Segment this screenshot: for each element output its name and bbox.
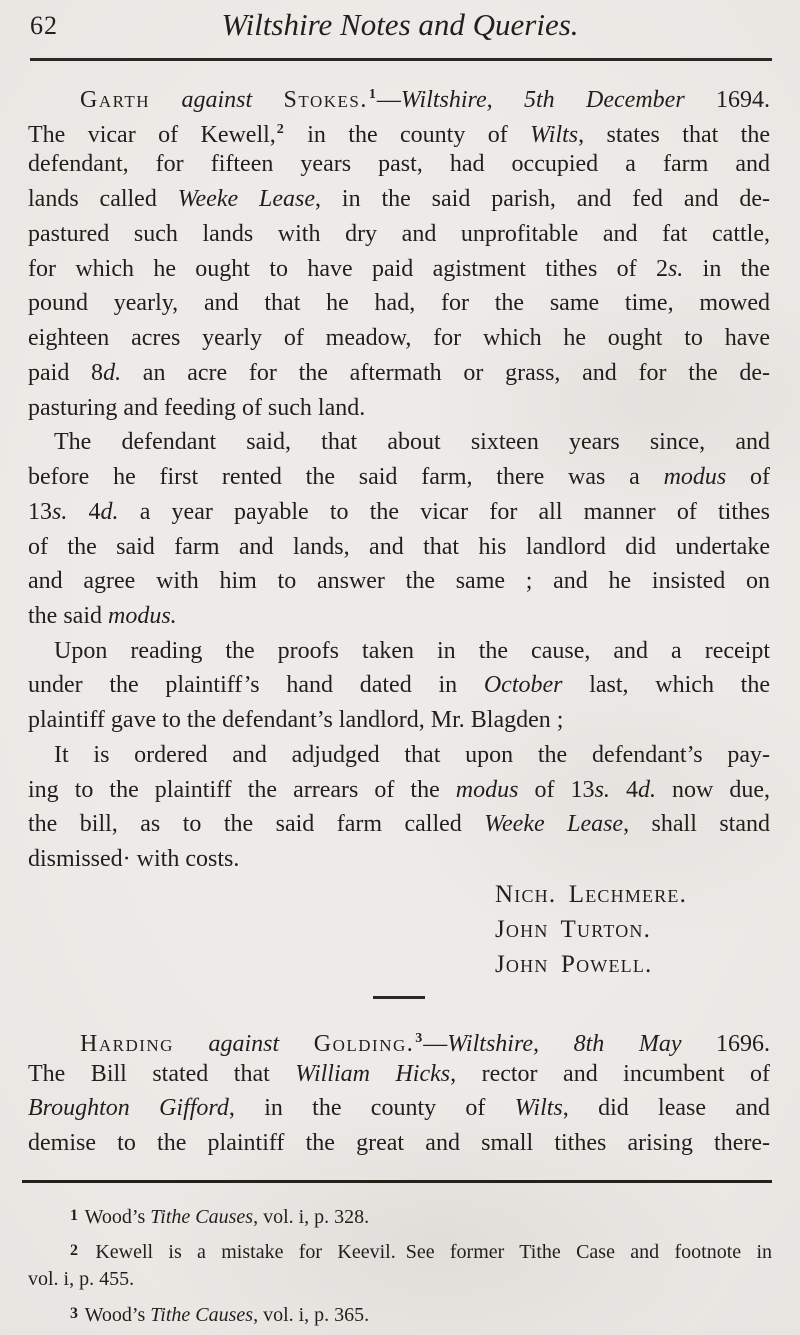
text-segment: dismissed· with costs. [28, 846, 240, 873]
text-line [28, 217, 770, 252]
text-segment: — [423, 1030, 448, 1057]
text-segment [174, 1031, 209, 1057]
text-line [28, 1126, 770, 1161]
text-segment: an acre for the aftermath or grass, and for the de- [121, 359, 770, 386]
footnote-marker: 3 [415, 1030, 423, 1046]
text-line [28, 321, 770, 356]
text-line [28, 495, 770, 530]
footnote-marker: 3 [70, 1305, 78, 1322]
text-line [28, 286, 770, 321]
text-segment: Stokes. [283, 87, 368, 113]
text-segment: Wood’s [80, 1206, 151, 1228]
text-line [28, 252, 770, 287]
text-segment [493, 87, 524, 113]
text-segment [252, 87, 283, 113]
text-line [28, 356, 770, 391]
footnote-marker: 1 [368, 87, 376, 102]
text-segment: before he first rented the said farm, there was a [28, 464, 664, 491]
text-segment: — [376, 87, 401, 113]
text-segment: 1694. [684, 87, 771, 113]
text-segment: demise to the plaintiff the great and small tithes arising there- [28, 1130, 770, 1157]
text-line [28, 703, 770, 738]
text-line [28, 113, 770, 148]
text-segment: , rector and incumbent of [450, 1060, 770, 1087]
text-segment: , vol. i, p. 328. [253, 1206, 370, 1228]
text-line [28, 564, 770, 599]
text-segment: The defendant said, that about sixteen years since, and [54, 429, 770, 456]
text-line [28, 1091, 770, 1126]
signature-line: Nich. Lechmere. [495, 880, 688, 908]
text-line [28, 1057, 770, 1092]
text-segment: Wood’s [80, 1304, 151, 1326]
page-number: 62 [30, 11, 58, 40]
text-line [28, 78, 770, 113]
text-segment: Broughton Gifford [28, 1095, 229, 1122]
text-segment: eighteen acres yearly of meadow, for which he ought to have [28, 325, 770, 352]
text-segment: Harding [80, 1030, 174, 1057]
section-divider [373, 996, 425, 999]
text-segment: pastured such lands with dry and unprofitable and fat cattle, [28, 220, 770, 247]
text-line [28, 634, 770, 669]
text-segment [539, 1031, 574, 1057]
text-segment: s. [52, 498, 68, 525]
text-segment: modus. [107, 603, 177, 630]
text-segment: in the [683, 255, 770, 282]
text-segment: Weeke Lease [177, 186, 316, 213]
header-rule [30, 58, 772, 61]
text-segment: defendant, for fifteen years past, had occupied a farm and [28, 151, 770, 178]
text-segment: 8th May [573, 1030, 682, 1057]
text-segment: October [483, 672, 563, 699]
text-segment [279, 1031, 314, 1057]
text-segment: lands called [28, 186, 178, 213]
text-segment: a year payable to the vicar for all manner of tithes [118, 498, 771, 525]
footnotes [28, 1202, 772, 1328]
text-line [28, 1022, 770, 1057]
text-line [28, 1202, 772, 1230]
text-segment: Wilts [530, 121, 579, 148]
text-line [28, 182, 770, 217]
body-blocks [28, 78, 770, 1161]
text-segment: , in the said parish, and fed and de- [315, 186, 771, 213]
text-line [28, 530, 770, 565]
text-line [28, 1237, 772, 1265]
text-segment: d. [103, 359, 122, 386]
text-segment: in the county of [284, 121, 531, 148]
text-segment: Weeke Lease [484, 811, 624, 838]
text-segment [150, 87, 181, 113]
text-segment: The Bill stated that [28, 1060, 296, 1087]
text-segment: , vol. i, p. 365. [253, 1304, 370, 1326]
text-segment: of [726, 464, 771, 491]
footnote-marker: 2 [276, 121, 284, 137]
text-segment: , states that the [578, 121, 770, 148]
text-line [28, 460, 770, 495]
text-segment: vol. i, p. 455. [28, 1268, 135, 1290]
text-line [28, 1265, 772, 1293]
signature-line: John Turton. [495, 915, 652, 943]
text-segment: The vicar of Kewell, [28, 121, 276, 148]
text-segment: for which he ought to have paid agistment tithes of 2 [28, 255, 668, 282]
footnote-rule [22, 1180, 772, 1183]
text-segment: plaintiff gave to the defendant’s landlord, Mr. Blagden ; [28, 707, 564, 734]
text-segment: 1696. [681, 1030, 771, 1057]
footnote-marker: 2 [70, 1242, 78, 1259]
text-segment: William Hicks [295, 1060, 451, 1087]
text-segment: against [208, 1030, 280, 1057]
text-segment: modus [663, 464, 727, 491]
text-segment: ing to the plaintiff the arrears of the [28, 776, 456, 803]
text-segment: Tithe Causes [150, 1206, 254, 1228]
text-line [28, 738, 770, 773]
text-segment: , in the county of [228, 1095, 515, 1122]
text-line [28, 147, 770, 182]
text-segment: 4 [67, 498, 101, 525]
text-segment: paid 8 [28, 359, 104, 386]
text-line [28, 599, 770, 634]
text-segment: , did lease and [562, 1095, 770, 1122]
text-line [28, 425, 770, 460]
text-segment: Garth [80, 87, 151, 113]
text-segment: d. [100, 498, 119, 525]
text-segment: of 13 [518, 776, 595, 803]
text-line [28, 773, 770, 808]
text-segment: pasturing and feeding of such land. [28, 394, 366, 421]
text-segment: under the plaintiff’s hand dated in [28, 672, 484, 699]
text-segment: last, which the [562, 672, 770, 699]
text-segment: Tithe Causes [150, 1304, 254, 1326]
text-segment: d. [637, 776, 656, 803]
text-segment: , shall stand [623, 811, 770, 838]
text-segment: the bill, as to the said farm called [28, 811, 485, 838]
text-segment: now due, [655, 776, 771, 803]
text-segment: Wilts [514, 1095, 563, 1122]
text-segment: the said [28, 603, 108, 630]
text-segment: against [181, 87, 253, 113]
footnote-marker: 1 [70, 1207, 78, 1224]
text-line [28, 668, 770, 703]
text-segment: 13 [28, 498, 52, 525]
text-line [28, 1300, 772, 1328]
text-segment: of the said farm and lands, and that his landlord did undertake [28, 533, 770, 560]
text-segment: 4 [609, 776, 638, 803]
text-segment: Golding. [313, 1030, 415, 1057]
text-line [28, 807, 770, 842]
signature-line: John Powell. [495, 950, 653, 978]
text-segment: 5th December [524, 87, 685, 113]
text-segment: It is ordered and adjudged that upon the defendant’s pay- [54, 741, 770, 768]
text-segment: s. [667, 255, 684, 282]
text-segment: s. [594, 776, 610, 803]
text-segment: Wiltshire, [447, 1030, 540, 1057]
text-segment: Wiltshire, [400, 87, 493, 113]
running-title: Wiltshire Notes and Queries. [221, 7, 579, 42]
text-line [28, 842, 770, 877]
text-segment: and agree with him to answer the same ; and he insisted on [28, 568, 770, 595]
text-line [28, 391, 770, 426]
text-segment: Upon reading the proofs taken in the cause, and a receipt [54, 637, 770, 664]
text-segment: pound yearly, and that he had, for the same time, mowed [28, 290, 770, 317]
text-segment: Kewell is a mistake for Keevil. See former Tithe Case and footnote in [80, 1241, 772, 1263]
text-segment: modus [455, 776, 519, 803]
